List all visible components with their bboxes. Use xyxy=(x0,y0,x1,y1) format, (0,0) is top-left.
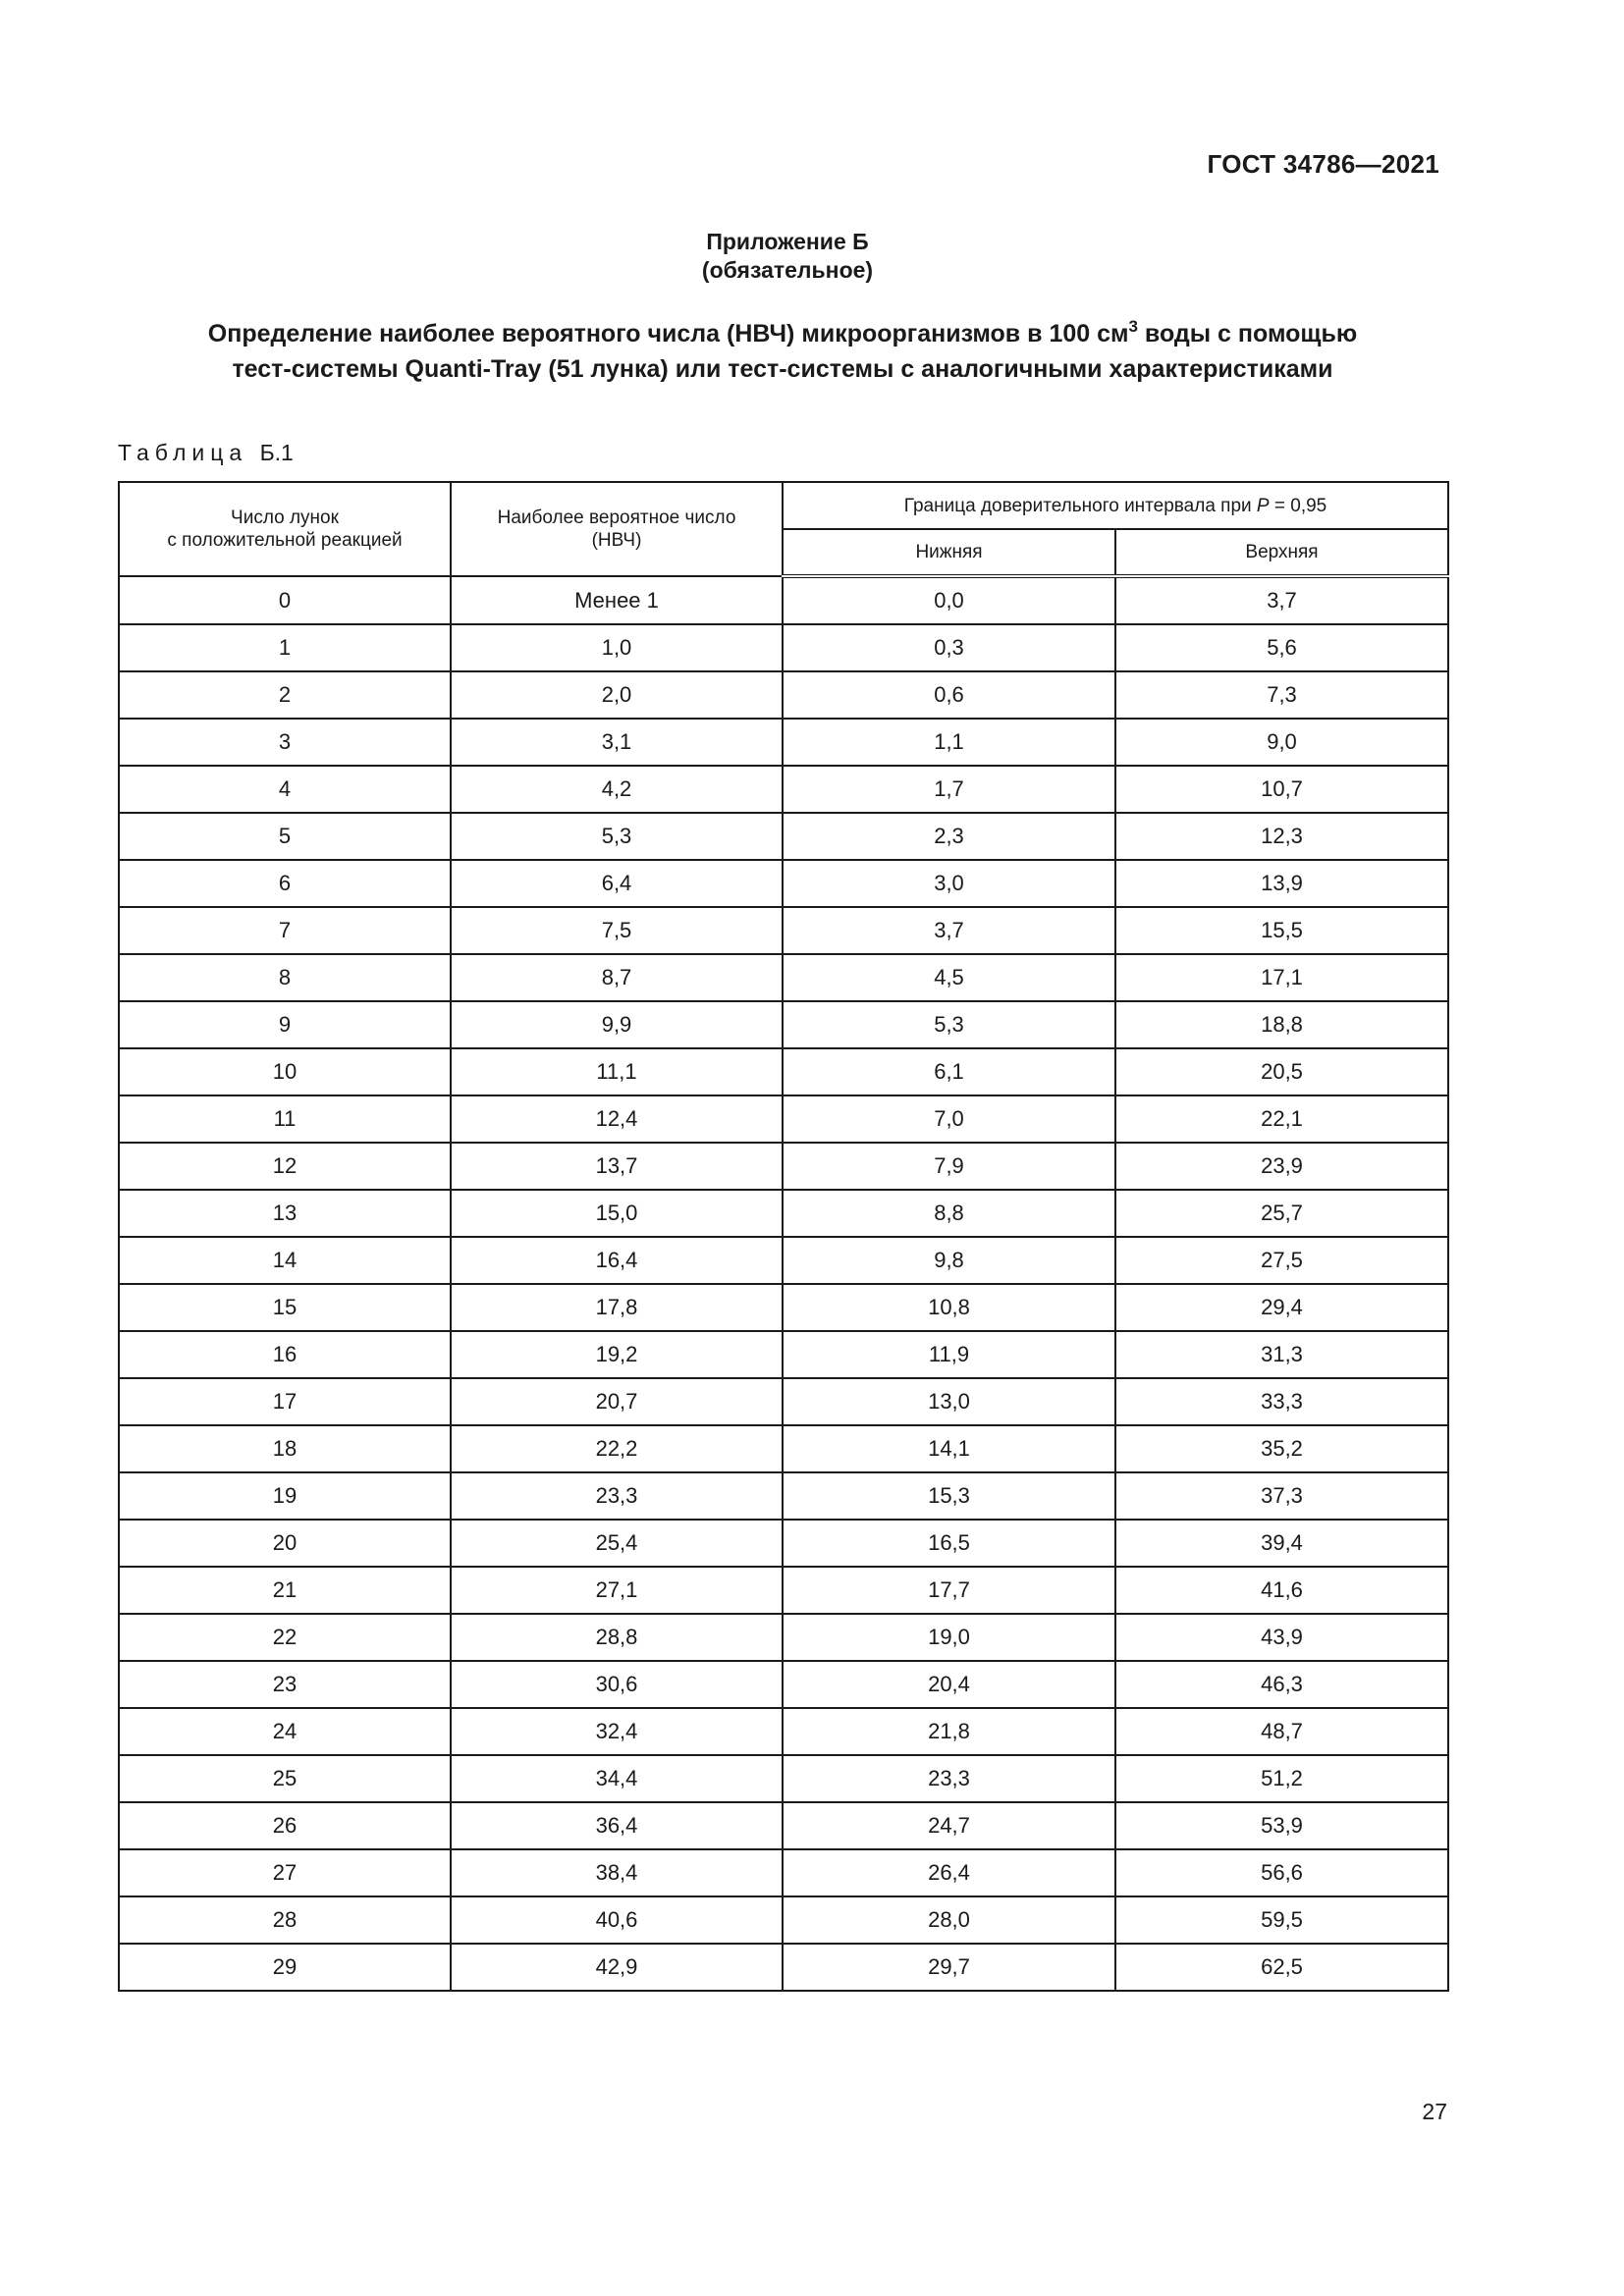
cell-positive-wells: 26 xyxy=(119,1802,451,1849)
table-caption-label: Таблица xyxy=(118,440,248,465)
cell-mpn: 8,7 xyxy=(451,954,783,1001)
cell-upper-bound: 41,6 xyxy=(1115,1567,1448,1614)
table-row xyxy=(119,671,1448,719)
cell-lower-bound: 1,1 xyxy=(783,719,1115,766)
cell-upper-bound: 33,3 xyxy=(1115,1378,1448,1425)
table-row xyxy=(119,1095,1448,1143)
header-positive-wells-line-2: с положительной реакцией xyxy=(167,530,403,551)
table-row xyxy=(119,1755,1448,1802)
cell-lower-bound: 4,5 xyxy=(783,954,1115,1001)
table-row xyxy=(119,576,1448,624)
table-row xyxy=(119,1143,1448,1190)
table-row xyxy=(119,1944,1448,1991)
cell-positive-wells: 28 xyxy=(119,1896,451,1944)
cell-mpn: 42,9 xyxy=(451,1944,783,1991)
cell-mpn: 6,4 xyxy=(451,860,783,907)
cell-lower-bound: 9,8 xyxy=(783,1237,1115,1284)
header-positive-wells xyxy=(119,482,451,576)
cell-upper-bound: 12,3 xyxy=(1115,813,1448,860)
header-mpn-line-1: Наиболее вероятное число xyxy=(497,507,736,528)
title-line-1-tail: воды с помощью xyxy=(1137,320,1358,347)
cell-upper-bound: 56,6 xyxy=(1115,1849,1448,1896)
cell-positive-wells: 21 xyxy=(119,1567,451,1614)
document-code: ГОСТ 34786—2021 xyxy=(1207,149,1439,179)
header-lower: Нижняя xyxy=(783,529,1115,576)
appendix-title: Приложение Б xyxy=(706,229,869,254)
cell-upper-bound: 59,5 xyxy=(1115,1896,1448,1944)
cell-upper-bound: 9,0 xyxy=(1115,719,1448,766)
cell-lower-bound: 2,3 xyxy=(783,813,1115,860)
cell-upper-bound: 17,1 xyxy=(1115,954,1448,1001)
table-row xyxy=(119,1661,1448,1708)
cell-mpn: 34,4 xyxy=(451,1755,783,1802)
cell-upper-bound: 15,5 xyxy=(1115,907,1448,954)
cell-mpn: Менее 1 xyxy=(451,576,783,624)
table-row xyxy=(119,1567,1448,1614)
cell-upper-bound: 5,6 xyxy=(1115,624,1448,671)
cell-upper-bound: 35,2 xyxy=(1115,1425,1448,1472)
header-confidence-value: = 0,95 xyxy=(1269,495,1327,516)
cell-positive-wells: 4 xyxy=(119,766,451,813)
table-row xyxy=(119,1190,1448,1237)
cell-mpn: 15,0 xyxy=(451,1190,783,1237)
cell-lower-bound: 15,3 xyxy=(783,1472,1115,1520)
cell-positive-wells: 2 xyxy=(119,671,451,719)
cell-mpn: 28,8 xyxy=(451,1614,783,1661)
cell-positive-wells: 13 xyxy=(119,1190,451,1237)
cell-mpn: 25,4 xyxy=(451,1520,783,1567)
table-row xyxy=(119,1425,1448,1472)
cell-lower-bound: 16,5 xyxy=(783,1520,1115,1567)
cell-upper-bound: 39,4 xyxy=(1115,1520,1448,1567)
cell-positive-wells: 12 xyxy=(119,1143,451,1190)
cell-mpn: 2,0 xyxy=(451,671,783,719)
table-row xyxy=(119,954,1448,1001)
cell-lower-bound: 7,9 xyxy=(783,1143,1115,1190)
cell-positive-wells: 10 xyxy=(119,1048,451,1095)
table-row xyxy=(119,766,1448,813)
appendix-heading xyxy=(0,228,1575,285)
cell-positive-wells: 16 xyxy=(119,1331,451,1378)
cell-positive-wells: 18 xyxy=(119,1425,451,1472)
cell-positive-wells: 3 xyxy=(119,719,451,766)
cell-upper-bound: 7,3 xyxy=(1115,671,1448,719)
cell-upper-bound: 25,7 xyxy=(1115,1190,1448,1237)
cell-upper-bound: 10,7 xyxy=(1115,766,1448,813)
cell-positive-wells: 7 xyxy=(119,907,451,954)
cell-mpn: 1,0 xyxy=(451,624,783,671)
table-row xyxy=(119,1520,1448,1567)
cell-upper-bound: 27,5 xyxy=(1115,1237,1448,1284)
cell-lower-bound: 0,6 xyxy=(783,671,1115,719)
cell-mpn: 13,7 xyxy=(451,1143,783,1190)
cell-mpn: 9,9 xyxy=(451,1001,783,1048)
table-row xyxy=(119,813,1448,860)
table-row xyxy=(119,860,1448,907)
cell-positive-wells: 17 xyxy=(119,1378,451,1425)
table-row xyxy=(119,719,1448,766)
cell-mpn: 22,2 xyxy=(451,1425,783,1472)
cell-lower-bound: 7,0 xyxy=(783,1095,1115,1143)
cell-positive-wells: 27 xyxy=(119,1849,451,1896)
title-superscript: 3 xyxy=(1128,317,1138,336)
cell-upper-bound: 43,9 xyxy=(1115,1614,1448,1661)
cell-lower-bound: 3,7 xyxy=(783,907,1115,954)
cell-positive-wells: 8 xyxy=(119,954,451,1001)
cell-lower-bound: 19,0 xyxy=(783,1614,1115,1661)
table-row xyxy=(119,1378,1448,1425)
cell-lower-bound: 14,1 xyxy=(783,1425,1115,1472)
cell-upper-bound: 46,3 xyxy=(1115,1661,1448,1708)
cell-upper-bound: 53,9 xyxy=(1115,1802,1448,1849)
cell-lower-bound: 29,7 xyxy=(783,1944,1115,1991)
table-caption-number: Б.1 xyxy=(259,440,294,465)
cell-lower-bound: 28,0 xyxy=(783,1896,1115,1944)
header-confidence-var: P xyxy=(1256,495,1270,516)
cell-mpn: 17,8 xyxy=(451,1284,783,1331)
cell-mpn: 27,1 xyxy=(451,1567,783,1614)
table-body xyxy=(119,576,1448,1991)
title-line-1 xyxy=(118,316,1447,351)
header-upper: Верхняя xyxy=(1115,529,1448,576)
cell-lower-bound: 23,3 xyxy=(783,1755,1115,1802)
table-row xyxy=(119,1708,1448,1755)
cell-upper-bound: 29,4 xyxy=(1115,1284,1448,1331)
cell-mpn: 4,2 xyxy=(451,766,783,813)
cell-positive-wells: 19 xyxy=(119,1472,451,1520)
table-row xyxy=(119,1331,1448,1378)
cell-upper-bound: 13,9 xyxy=(1115,860,1448,907)
cell-mpn: 20,7 xyxy=(451,1378,783,1425)
table-row xyxy=(119,1001,1448,1048)
cell-mpn: 32,4 xyxy=(451,1708,783,1755)
cell-mpn: 40,6 xyxy=(451,1896,783,1944)
cell-positive-wells: 0 xyxy=(119,576,451,624)
header-mpn xyxy=(451,482,783,576)
cell-positive-wells: 1 xyxy=(119,624,451,671)
cell-mpn: 23,3 xyxy=(451,1472,783,1520)
cell-mpn: 3,1 xyxy=(451,719,783,766)
table-row xyxy=(119,1048,1448,1095)
table-row xyxy=(119,1896,1448,1944)
cell-positive-wells: 15 xyxy=(119,1284,451,1331)
title-line-1-text: Определение наиболее вероятного числа (НВЧ) микроорганизмов в 100 см xyxy=(207,320,1129,347)
cell-mpn: 12,4 xyxy=(451,1095,783,1143)
document-title xyxy=(118,316,1447,387)
cell-upper-bound: 18,8 xyxy=(1115,1001,1448,1048)
cell-lower-bound: 0,0 xyxy=(783,576,1115,624)
table-row xyxy=(119,1284,1448,1331)
cell-lower-bound: 17,7 xyxy=(783,1567,1115,1614)
cell-positive-wells: 23 xyxy=(119,1661,451,1708)
cell-upper-bound: 48,7 xyxy=(1115,1708,1448,1755)
cell-upper-bound: 22,1 xyxy=(1115,1095,1448,1143)
cell-upper-bound: 31,3 xyxy=(1115,1331,1448,1378)
cell-positive-wells: 6 xyxy=(119,860,451,907)
cell-positive-wells: 14 xyxy=(119,1237,451,1284)
cell-mpn: 30,6 xyxy=(451,1661,783,1708)
cell-mpn: 5,3 xyxy=(451,813,783,860)
cell-positive-wells: 11 xyxy=(119,1095,451,1143)
cell-lower-bound: 8,8 xyxy=(783,1190,1115,1237)
cell-positive-wells: 5 xyxy=(119,813,451,860)
cell-lower-bound: 6,1 xyxy=(783,1048,1115,1095)
cell-upper-bound: 3,7 xyxy=(1115,576,1448,624)
cell-mpn: 16,4 xyxy=(451,1237,783,1284)
cell-lower-bound: 13,0 xyxy=(783,1378,1115,1425)
cell-mpn: 38,4 xyxy=(451,1849,783,1896)
cell-lower-bound: 5,3 xyxy=(783,1001,1115,1048)
appendix-status: (обязательное) xyxy=(701,257,874,283)
table-row xyxy=(119,907,1448,954)
cell-lower-bound: 26,4 xyxy=(783,1849,1115,1896)
cell-lower-bound: 11,9 xyxy=(783,1331,1115,1378)
cell-mpn: 11,1 xyxy=(451,1048,783,1095)
cell-positive-wells: 20 xyxy=(119,1520,451,1567)
cell-upper-bound: 62,5 xyxy=(1115,1944,1448,1991)
cell-lower-bound: 1,7 xyxy=(783,766,1115,813)
cell-upper-bound: 51,2 xyxy=(1115,1755,1448,1802)
cell-mpn: 7,5 xyxy=(451,907,783,954)
cell-lower-bound: 24,7 xyxy=(783,1802,1115,1849)
cell-upper-bound: 23,9 xyxy=(1115,1143,1448,1190)
cell-lower-bound: 0,3 xyxy=(783,624,1115,671)
header-mpn-line-2: (НВЧ) xyxy=(591,530,642,551)
table-row xyxy=(119,624,1448,671)
page-number: 27 xyxy=(1422,2099,1447,2124)
cell-positive-wells: 24 xyxy=(119,1708,451,1755)
cell-mpn: 19,2 xyxy=(451,1331,783,1378)
header-confidence-interval xyxy=(783,482,1448,529)
table-row xyxy=(119,1237,1448,1284)
cell-positive-wells: 25 xyxy=(119,1755,451,1802)
cell-positive-wells: 22 xyxy=(119,1614,451,1661)
table-row xyxy=(119,1614,1448,1661)
cell-lower-bound: 21,8 xyxy=(783,1708,1115,1755)
cell-upper-bound: 20,5 xyxy=(1115,1048,1448,1095)
header-confidence-text: Граница доверительного интервала при xyxy=(903,495,1257,516)
title-line-2: тест-системы Quanti-Tray (51 лунка) или тест-системы с аналогичными характеристиками xyxy=(232,355,1333,383)
table-row xyxy=(119,1472,1448,1520)
table-caption xyxy=(118,440,294,466)
cell-lower-bound: 3,0 xyxy=(783,860,1115,907)
cell-lower-bound: 20,4 xyxy=(783,1661,1115,1708)
header-positive-wells-line-1: Число лунок xyxy=(231,507,339,528)
cell-positive-wells: 9 xyxy=(119,1001,451,1048)
mpn-table xyxy=(118,481,1449,1992)
table-row xyxy=(119,1802,1448,1849)
cell-mpn: 36,4 xyxy=(451,1802,783,1849)
cell-lower-bound: 10,8 xyxy=(783,1284,1115,1331)
cell-upper-bound: 37,3 xyxy=(1115,1472,1448,1520)
table-row xyxy=(119,1849,1448,1896)
cell-positive-wells: 29 xyxy=(119,1944,451,1991)
